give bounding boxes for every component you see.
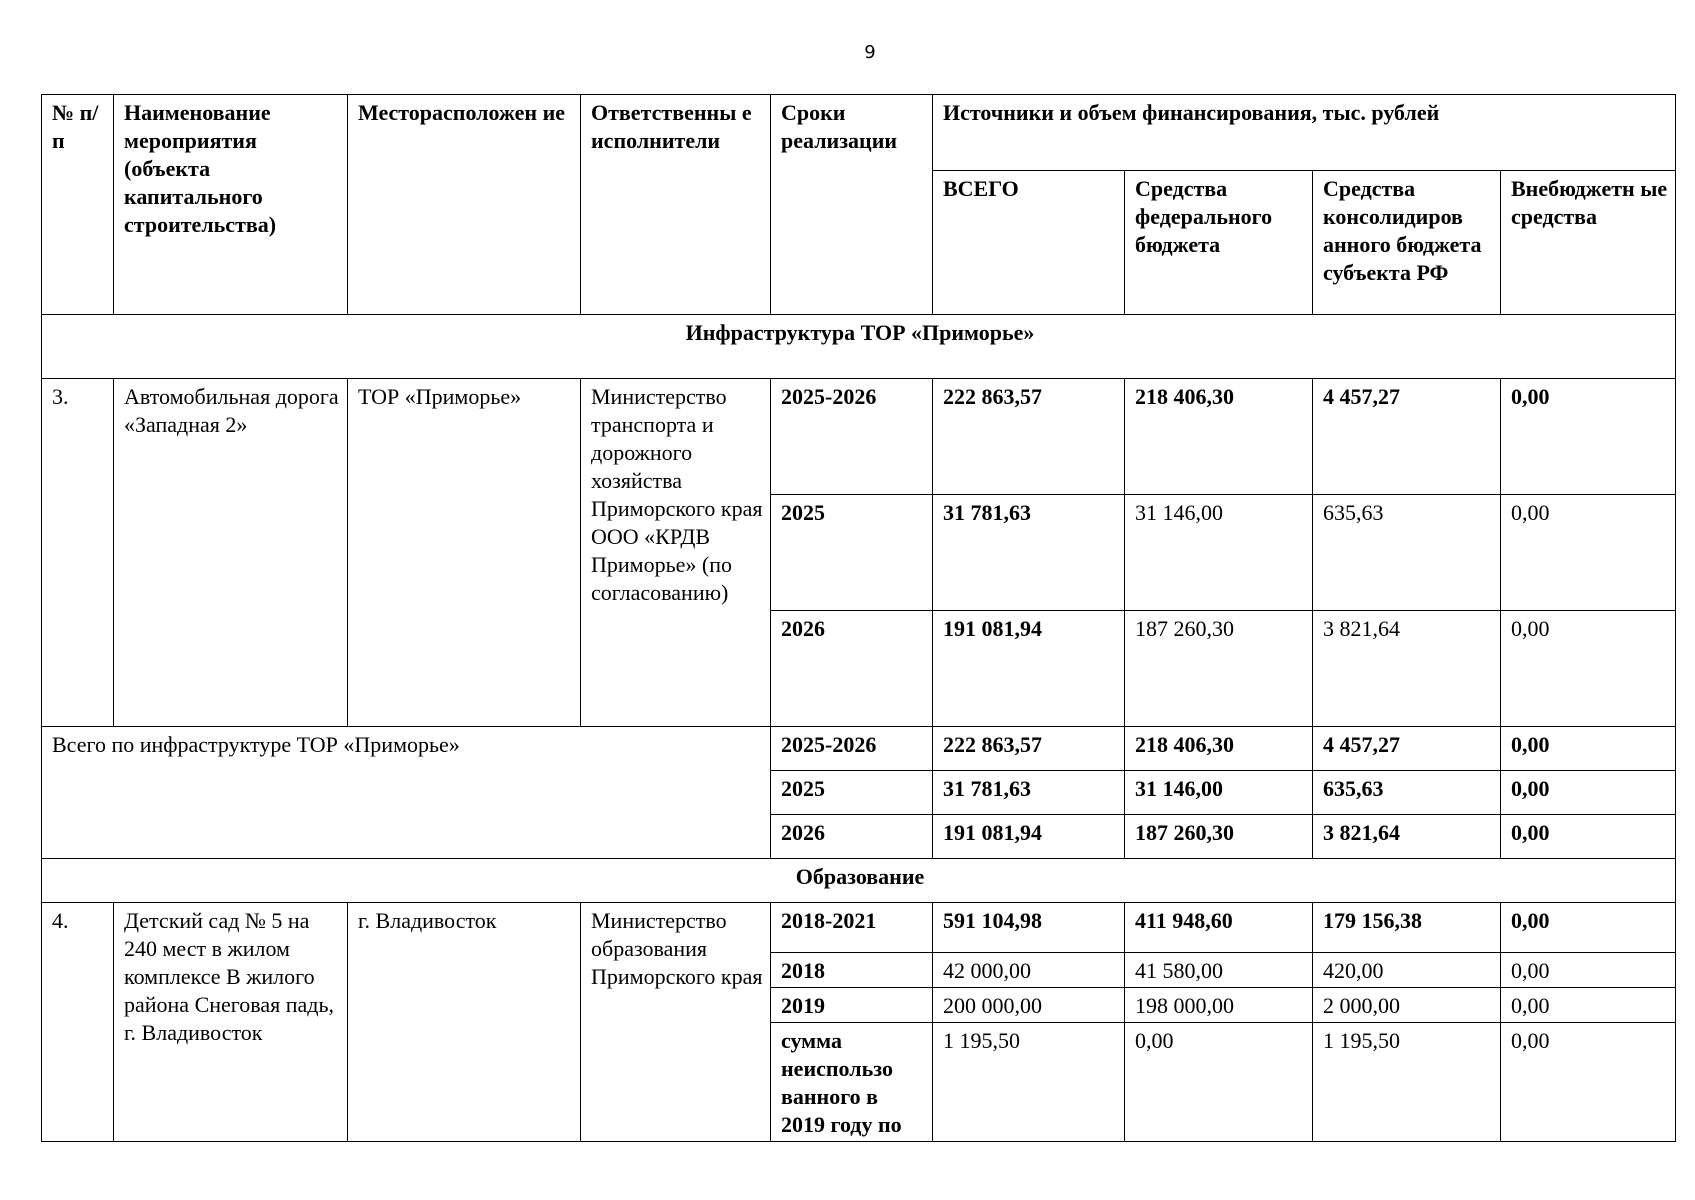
extra-cell: 0,00	[1501, 988, 1676, 1023]
extra-cell: 0,00	[1501, 379, 1676, 495]
period-cell: 2025	[771, 495, 933, 611]
header-sources: Источники и объем финансирования, тыс. рублей	[933, 95, 1676, 171]
extra-cell: 0,00	[1501, 903, 1676, 953]
section-row	[42, 315, 1676, 379]
period-cell: сумма неиспользо ванного в 2019 году по	[771, 1023, 933, 1142]
section-title: Образование	[42, 859, 1676, 903]
period-cell: 2025	[771, 771, 933, 815]
total-cell: 591 104,98	[933, 903, 1125, 953]
extra-cell: 0,00	[1501, 611, 1676, 727]
total-cell: 222 863,57	[933, 727, 1125, 771]
item-responsible: Министерство транспорта и дорожного хозяйства Приморского края ООО «КРДВ Приморье» (по согласованию)	[581, 379, 771, 727]
table-row	[42, 903, 1676, 953]
header-location: Месторасположен ие	[348, 95, 581, 315]
regional-cell: 420,00	[1313, 953, 1501, 988]
header-federal: Средства федерального бюджета	[1125, 171, 1313, 315]
extra-cell: 0,00	[1501, 815, 1676, 859]
federal-cell: 198 000,00	[1125, 988, 1313, 1023]
extra-cell: 0,00	[1501, 1023, 1676, 1142]
total-cell: 191 081,94	[933, 815, 1125, 859]
item-location: ТОР «Приморье»	[348, 379, 581, 727]
header-num: № п/п	[42, 95, 114, 315]
federal-cell: 31 146,00	[1125, 771, 1313, 815]
total-cell: 191 081,94	[933, 611, 1125, 727]
header-regional: Средства консолидиров анного бюджета субъекта РФ	[1313, 171, 1501, 315]
period-cell: 2019	[771, 988, 933, 1023]
header-terms: Сроки реализации	[771, 95, 933, 315]
total-cell: 200 000,00	[933, 988, 1125, 1023]
total-cell: 31 781,63	[933, 771, 1125, 815]
section-row	[42, 859, 1676, 903]
item-num: 4.	[42, 903, 114, 1142]
total-cell: 222 863,57	[933, 379, 1125, 495]
federal-cell: 0,00	[1125, 1023, 1313, 1142]
period-cell: 2026	[771, 611, 933, 727]
total-cell: 1 195,50	[933, 1023, 1125, 1142]
period-cell: 2018	[771, 953, 933, 988]
regional-cell: 635,63	[1313, 771, 1501, 815]
regional-cell: 1 195,50	[1313, 1023, 1501, 1142]
regional-cell: 4 457,27	[1313, 727, 1501, 771]
summary-row	[42, 727, 1676, 771]
regional-cell: 635,63	[1313, 495, 1501, 611]
item-location: г. Владивосток	[348, 903, 581, 1142]
period-cell: 2018-2021	[771, 903, 933, 953]
regional-cell: 3 821,64	[1313, 611, 1501, 727]
section-title: Инфраструктура ТОР «Приморье»	[42, 315, 1676, 379]
period-cell: 2025-2026	[771, 727, 933, 771]
federal-cell: 31 146,00	[1125, 495, 1313, 611]
header-total: ВСЕГО	[933, 171, 1125, 315]
header-responsible: Ответственны е исполнители	[581, 95, 771, 315]
total-cell: 42 000,00	[933, 953, 1125, 988]
header-name: Наименование мероприятия (объекта капитального строительства)	[114, 95, 348, 315]
item-num: 3.	[42, 379, 114, 727]
table-row	[42, 379, 1676, 495]
federal-cell: 187 260,30	[1125, 611, 1313, 727]
extra-cell: 0,00	[1501, 727, 1676, 771]
regional-cell: 3 821,64	[1313, 815, 1501, 859]
period-cell: 2026	[771, 815, 933, 859]
item-responsible: Министерство образования Приморского края	[581, 903, 771, 1142]
item-name: Автомобильная дорога «Западная 2»	[114, 379, 348, 727]
summary-label: Всего по инфраструктуре ТОР «Приморье»	[42, 727, 771, 859]
federal-cell: 187 260,30	[1125, 815, 1313, 859]
regional-cell: 2 000,00	[1313, 988, 1501, 1023]
extra-cell: 0,00	[1501, 953, 1676, 988]
item-name: Детский сад № 5 на 240 мест в жилом комплексе В жилого района Снеговая падь, г. Владивосток	[114, 903, 348, 1142]
header-extra: Внебюджетн ые средства	[1501, 171, 1676, 315]
federal-cell: 41 580,00	[1125, 953, 1313, 988]
header-row-1	[42, 95, 1676, 171]
federal-cell: 218 406,30	[1125, 727, 1313, 771]
federal-cell: 411 948,60	[1125, 903, 1313, 953]
financing-table	[41, 94, 1676, 1142]
total-cell: 31 781,63	[933, 495, 1125, 611]
period-cell: 2025-2026	[771, 379, 933, 495]
page-number: 9	[864, 42, 876, 63]
regional-cell: 179 156,38	[1313, 903, 1501, 953]
extra-cell: 0,00	[1501, 771, 1676, 815]
extra-cell: 0,00	[1501, 495, 1676, 611]
regional-cell: 4 457,27	[1313, 379, 1501, 495]
federal-cell: 218 406,30	[1125, 379, 1313, 495]
